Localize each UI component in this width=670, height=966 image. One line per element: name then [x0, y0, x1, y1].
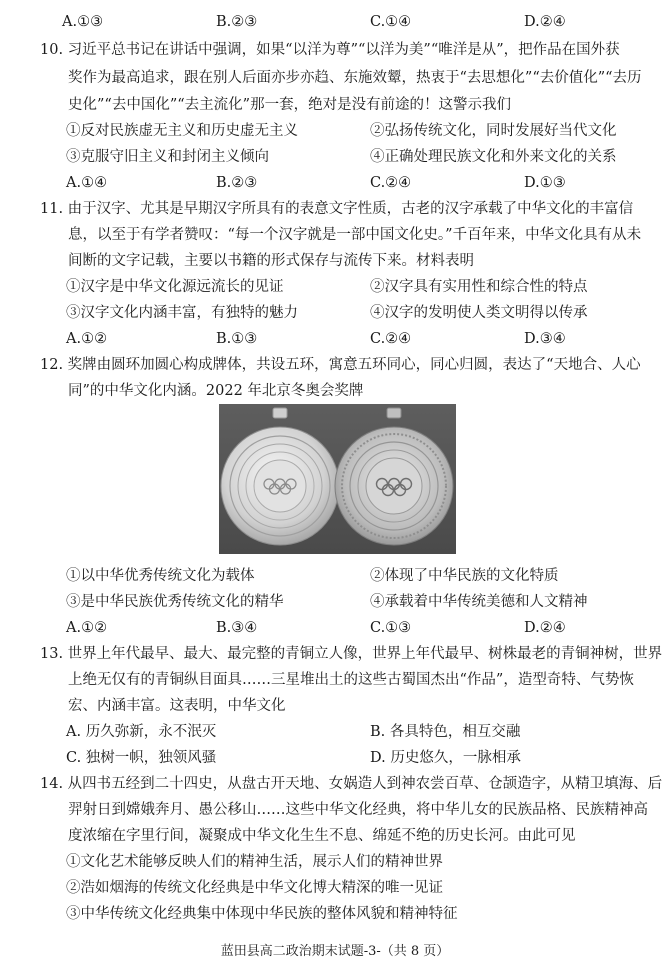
- q13-stem-line: 上绝无仅有的青铜纵目面具……三星堆出土的这些古蜀国杰出“作品”，造型奇特、气势恢: [68, 672, 634, 688]
- q13-stem-line: 宏、内涵丰富。这表明，中华文化: [68, 698, 286, 714]
- medal-front: [221, 408, 339, 545]
- q9-option-d: D.②④: [524, 14, 566, 30]
- q12-statement-4: ④承载着中华传统美德和人文精神: [370, 594, 588, 610]
- q10-option-d: D.①③: [524, 175, 566, 191]
- q11-statement-3: ③汉字文化内涵丰富，有独特的魅力: [66, 305, 298, 321]
- q11-option-d: D.③④: [524, 331, 566, 347]
- q14-statement-1: ①文化艺术能够反映人们的精神生活，展示人们的精神世界: [66, 854, 443, 870]
- q11-option-a: A.①②: [66, 331, 108, 347]
- q12-statement-1: ①以中华优秀传统文化为载体: [66, 568, 255, 584]
- q9-option-a: A.①③: [62, 14, 104, 30]
- q11-option-c: C.②④: [370, 331, 412, 347]
- q9-option-b: B.②③: [216, 14, 258, 30]
- q10-option-c: C.②④: [370, 175, 412, 191]
- q11-statement-4: ④汉字的发明使人类文明得以传承: [370, 305, 588, 321]
- medal-back: [335, 408, 453, 545]
- q12-stem-line: 12. 奖牌由圆环加圆心构成牌体，共设五环，寓意五环同心，同心归圆，表达了“天地合、人心: [40, 357, 641, 373]
- q10-statement-1: ①反对民族虚无主义和历史虚无主义: [66, 123, 298, 139]
- q11-statement-2: ②汉字具有实用性和综合性的特点: [370, 279, 588, 295]
- q13-option-d: D. 历史悠久，一脉相承: [370, 750, 521, 766]
- q10-statement-2: ②弘扬传统文化，同时发展好当代文化: [370, 123, 617, 139]
- q14-statement-2: ②浩如烟海的传统文化经典是中华文化博大精深的唯一见证: [66, 880, 443, 896]
- q12-option-a: A.①②: [66, 620, 108, 636]
- q11-stem-line: 11. 由于汉字、尤其是早期汉字所具有的表意文字性质，古老的汉字承载了中华文化的丰富信: [40, 201, 634, 217]
- q11-statement-1: ①汉字是中华文化源远流长的见证: [66, 279, 284, 295]
- q10-statement-3: ③克服守旧主义和封闭主义倾向: [66, 149, 269, 165]
- q14-stem-line: 14. 从四书五经到二十四史，从盘古开天地、女娲造人到神农尝百草、仓颉造字，从精卫填海、后: [40, 776, 663, 792]
- q13-option-b: B. 各具特色，相互交融: [370, 724, 521, 740]
- q10-option-a: A.①④: [66, 175, 108, 191]
- q12-statement-3: ③是中华民族优秀传统文化的精华: [66, 594, 284, 610]
- q12-option-c: C.①③: [370, 620, 412, 636]
- q14-stem-line: 度浓缩在字里行间，凝聚成中华文化生生不息、绵延不绝的历史长河。由此可见: [68, 828, 576, 844]
- q13-stem-line: 13. 世界上年代最早、最大、最完整的青铜立人像，世界上年代最早、树株最老的青铜神树，世界: [40, 646, 663, 662]
- page-footer: 蓝田县高二政治期末试题-3-（共 8 页）: [220, 944, 450, 959]
- medal-image: [219, 404, 456, 554]
- q12-option-d: D.②④: [524, 620, 566, 636]
- q13-option-a: A. 历久弥新，永不泯灭: [66, 724, 217, 740]
- q11-option-b: B.①③: [216, 331, 258, 347]
- q14-stem-line: 羿射日到嫦娥奔月、愚公移山……这些中华文化经典，将中华儿女的民族品格、民族精神高: [68, 802, 648, 818]
- q13-option-c: C. 独树一帜，独领风骚: [66, 750, 217, 766]
- q12-statement-2: ②体现了中华民族的文化特质: [370, 568, 559, 584]
- medal-illustration: [219, 404, 456, 554]
- q10-stem-line: 奖作为最高追求，跟在别人后面亦步亦趋、东施效颦，热衷于“去思想化”“去价值化”“去历: [68, 70, 642, 86]
- q10-statement-4: ④正确处理民族文化和外来文化的关系: [370, 149, 617, 165]
- q12-option-b: B.③④: [216, 620, 258, 636]
- q9-option-c: C.①④: [370, 14, 412, 30]
- q10-stem-line: 10. 习近平总书记在讲话中强调，如果“以洋为尊”“以洋为美”“唯洋是从”，把作品在国外获: [40, 42, 620, 58]
- q14-statement-3: ③中华传统文化经典集中体现中华民族的整体风貌和精神特征: [66, 906, 458, 922]
- q10-option-b: B.②③: [216, 175, 258, 191]
- q12-stem-line: 同”的中华文化内涵。2022 年北京冬奥会奖牌: [68, 383, 364, 399]
- q11-stem-line: 息，以至于有学者赞叹：“每一个汉字就是一部中国文化史。”千百年来，中华文化具有从未: [68, 227, 642, 243]
- q11-stem-line: 间断的文字记载，主要以书籍的形式保存与流传下来。材料表明: [68, 253, 474, 269]
- q10-stem-line: 史化”“去中国化”“去主流化”那一套，绝对是没有前途的！这警示我们: [68, 97, 512, 113]
